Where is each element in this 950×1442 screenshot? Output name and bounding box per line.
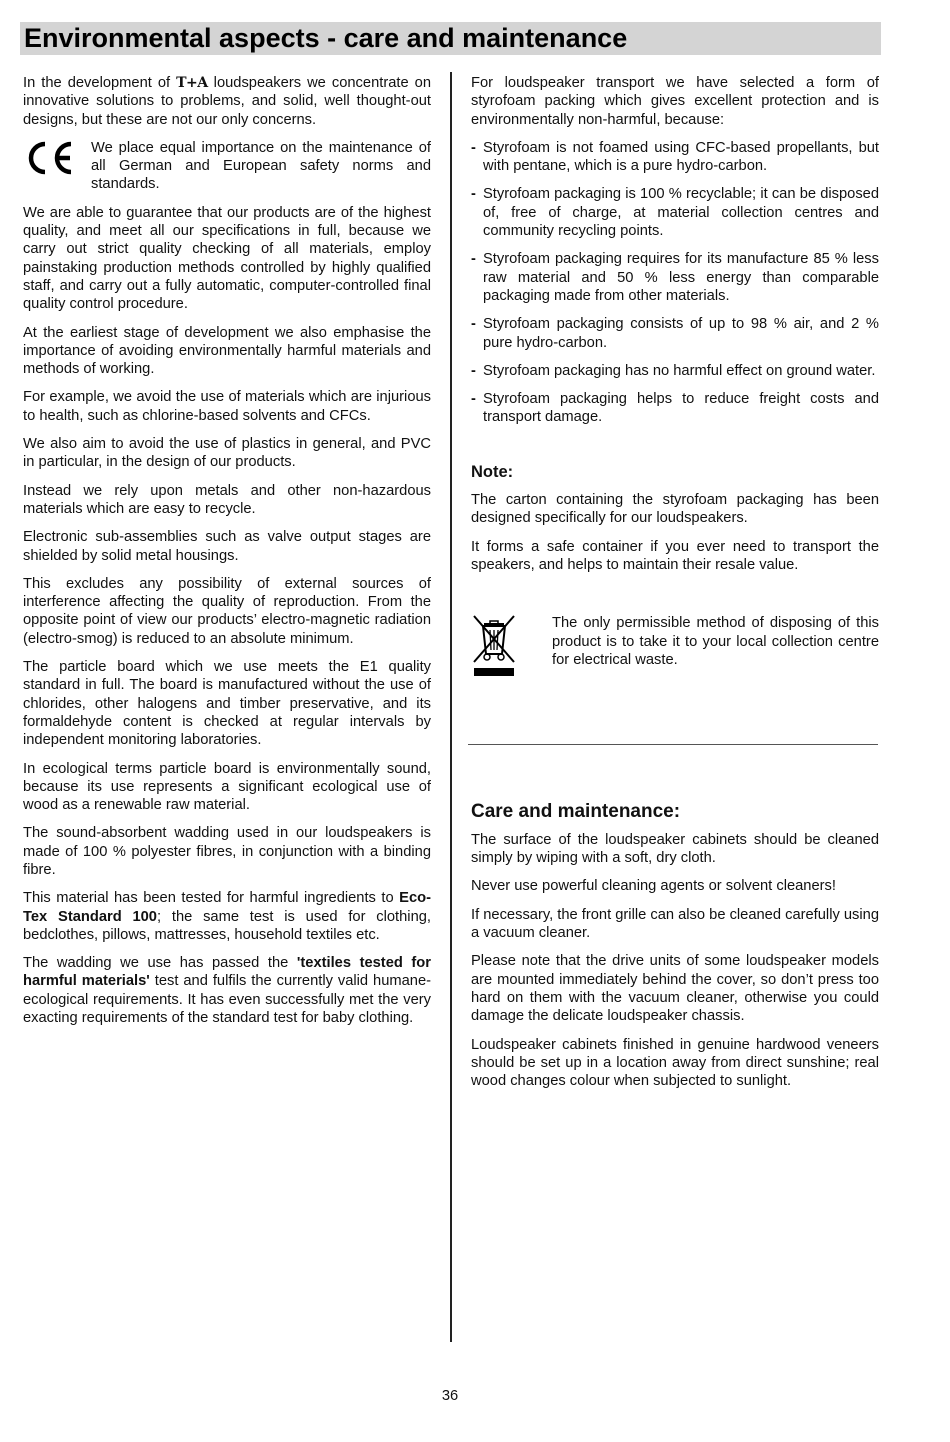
paragraph: The sound-absorbent wadding used in our loudspeakers is made of 100 % polyester fibres, in conjunction with a binding fibre. — [23, 825, 431, 878]
right-column — [471, 74, 879, 1100]
list-item: - Styrofoam packaging has no harmful effect on ground water. — [471, 362, 876, 379]
paragraph: We also aim to avoid the use of plastics in general, and PVC in particular, in the design of our products. — [23, 436, 431, 471]
ce-block — [23, 139, 431, 194]
care-paragraph: Loudspeaker cabinets finished in genuine hardwood veneers should be set up in a location away from direct sunshine; real wood changes colour when subjected to sunlight. — [471, 1036, 879, 1090]
care-paragraph: The surface of the loudspeaker cabinets should be cleaned simply by wiping with a soft, dry cloth. — [471, 831, 879, 867]
section-divider — [468, 744, 878, 745]
paragraph: Electronic sub-assemblies such as valve output stages are shielded by solid metal housings. — [23, 529, 431, 564]
brand-logo: T+A — [176, 75, 208, 91]
paragraph-ecotex: This material has been tested for harmful ingredients to Eco-Tex Standard 100; the same test is used for clothing, bedclothes, pillows, mattresses, household textiles etc. — [23, 890, 431, 943]
intro-paragraph: In the development of T+A loudspeakers we concentrate on innovative solutions to problems, and solid, well thought-out designs, but these are not our only concerns. — [23, 75, 431, 128]
paragraph-textiles: The wadding we use has passed the 'textiles tested for harmful materials' test and fulfils the currently valid humane-ecological requirements. It has even successfully met the very exacting requirements of the standard test for baby clothing. — [23, 955, 432, 1027]
title-bar — [20, 22, 881, 55]
care-paragraph: If necessary, the front grille can also be cleaned carefully using a vacuum cleaner. — [471, 906, 879, 942]
left-column — [23, 74, 431, 1037]
paragraph: For example, we avoid the use of materials which are injurious to health, such as chlorine-based solvents and CFCs. — [23, 389, 431, 424]
column-divider — [450, 72, 452, 1342]
ce-text: We place equal importance on the maintenance of all German and European safety norms and standards. — [91, 139, 431, 193]
paragraph: We are able to guarantee that our products are of the highest quality, and meet all our specifications in full, because we carry out strict quality checking of all materials, employ painstaking production methods controlled by highly qualified staff, and carry out a fully automatic, computer-controlled final quality control procedure. — [23, 204, 431, 313]
list-item: - Styrofoam packaging requires for its manufacture 85 % less raw material and 50 % less energy than comparable packaging made from other materials. — [471, 251, 879, 304]
list-item: - Styrofoam packaging is 100 % recyclable; it can be disposed of, free of charge, at material collection centres and community recycling points. — [471, 186, 879, 240]
care-heading: Care and maintenance: — [471, 800, 681, 822]
care-paragraph: Please note that the drive units of some loudspeaker models are mounted immediately behind the cover, so don’t press too hard on them with the vacuum cleaner, otherwise you could damage the delicate loudspeaker chassis. — [471, 953, 879, 1025]
note-paragraph: It forms a safe container if you ever need to transport the speakers, and helps to maintain their resale value. — [471, 538, 879, 573]
page-title: Environmental aspects - care and maintenance — [24, 23, 628, 53]
paragraph: This excludes any possibility of external sources of interference affecting the quality of reproduction. From the opposite point of view our products’ electro-magnetic radiation (electro-smog) is reduced to an absolute minimum. — [23, 575, 431, 647]
paragraph: Instead we rely upon metals and other non-hazardous materials which are easy to recycle. — [23, 482, 431, 517]
list-item: - Styrofoam packaging consists of up to 98 % air, and 2 % pure hydro-carbon. — [471, 316, 879, 351]
paragraph: The particle board which we use meets the E1 quality standard in full. The board is manufactured without the use of chlorides, other halogens and timber preservative, and its formaldehyde content is checked at regular intervals by independent monitoring laboratories. — [23, 659, 431, 749]
transport-intro: For loudspeaker transport we have selected a form of styrofoam packing which gives excellent protection and is environmentally non-harmful, because: — [471, 75, 879, 128]
crossed-out-wheelie-bin-icon — [471, 614, 552, 683]
page-number: 36 — [441, 1388, 459, 1404]
care-paragraph: Never use powerful cleaning agents or solvent cleaners! — [471, 878, 836, 895]
note-paragraph: The carton containing the styrofoam packaging has been designed specifically for our loudspeakers. — [471, 492, 879, 527]
note-heading: Note: — [471, 462, 514, 481]
bullet-list — [471, 139, 879, 427]
list-item: - Styrofoam packaging helps to reduce freight costs and transport damage. — [471, 391, 879, 426]
paragraph: At the earliest stage of development we also emphasise the importance of avoiding environmentally harmful materials and methods of working. — [23, 324, 431, 378]
disposal-block — [471, 614, 879, 683]
list-item: - Styrofoam is not foamed using CFC-based propellants, but with pentane, which is a pure hydro-carbon. — [471, 139, 879, 175]
disposal-text: The only permissible method of disposing of this product is to take it to your local collection centre for electrical waste. — [552, 615, 879, 668]
paragraph: In ecological terms particle board is environmentally sound, because its use represents a significant ecological use of wood as a renewable raw material. — [23, 760, 431, 814]
ce-mark-icon — [23, 139, 91, 182]
